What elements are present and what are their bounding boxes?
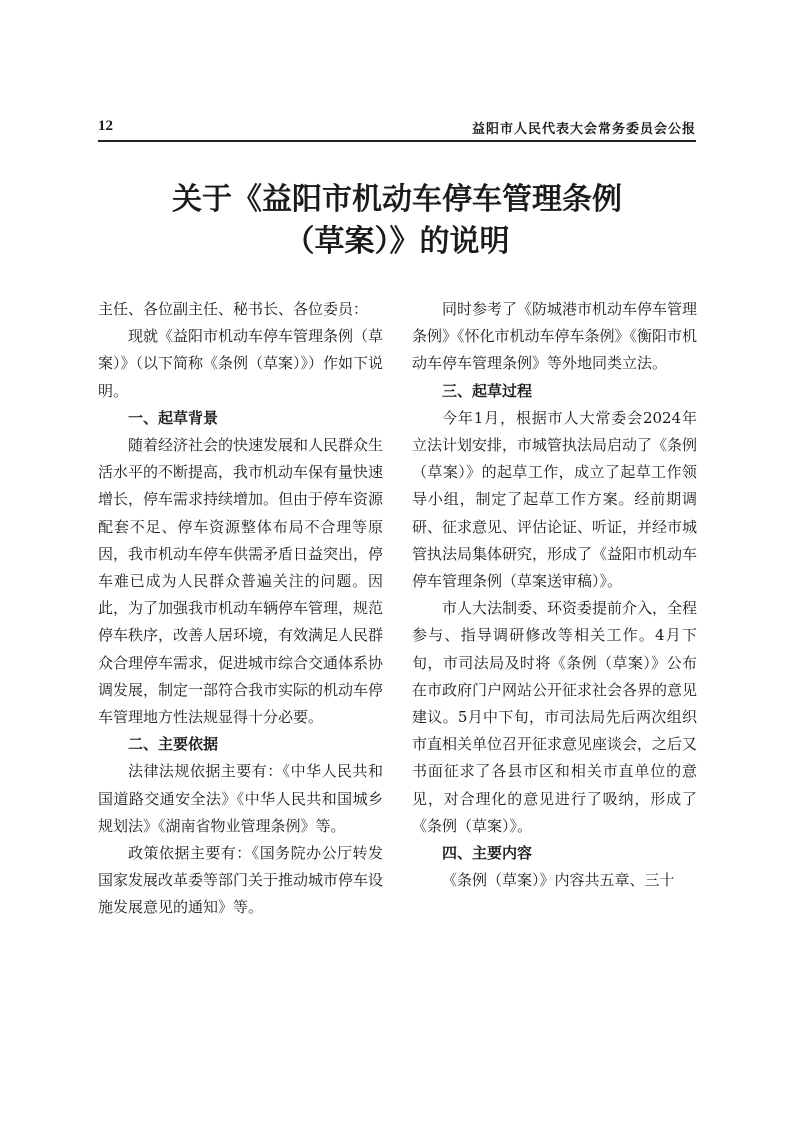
page-number: 12 [98,118,113,134]
process-paragraph-1: 今年1月，根据市人大常委会2024年立法计划安排，市城管执法局启动了《条例（草案）》的起草工作，成立了起草工作领导小组，制定了起草工作方案。经前期调研、征求意见、评估论证、听证，并经市城管执法局集体研究，形成了《益阳市机动车停车管理条例（草案送审稿）》。 [412,408,698,591]
salutation: 主任、各位副主任、秘书长、各位委员： [98,300,369,318]
section-heading-content: 四、主要内容 [442,844,533,863]
page-header [98,118,696,140]
header-rule [98,140,696,142]
content-paragraph: 《条例（草案）》内容共五章、三十 [442,871,675,890]
running-title: 益阳市人民代表大会常务委员会公报 [471,122,696,137]
background-paragraph: 随着经济社会的快速发展和人民群众生活水平的不断提高，我市机动车保有量快速增长，停车需求持续增加。但由于停车资源配套不足、停车资源整体布局不合理等原因，我市机动车停车供需矛盾日益突出，停车难已成为人民群众普遍关注的问题。因此，为了加强我市机动车辆停车管理，规范停车秩序，改善人居环境，有效满足人民群众合理停车需求，促进城市综合交通体系协调发展，制定一部符合我市实际的机动车停车管理地方性法规显得十分必要。 [98,436,384,727]
legal-basis-paragraph: 法律法规依据主要有：《中华人民共和国道路交通安全法》《中华人民共和国城乡规划法》《湖南省物业管理条例》等。 [98,762,383,835]
intro-paragraph: 现就《益阳市机动车停车管理条例（草案）》（以下简称《条例（草案）》）作如下说明。 [98,327,384,400]
document-title-line-2: （草案）》的说明 [284,224,510,259]
section-heading-process: 三、起草过程 [442,381,533,400]
section-heading-basis: 二、主要依据 [128,735,219,754]
section-heading-background: 一、起草背景 [128,408,219,427]
process-paragraph-2: 市人大法制委、环资委提前介入，全程参与、指导调研修改等相关工作。4月下旬，市司法局及时将《条例（草案）》公布在市政府门户网站公开征求社会各界的意见建议。5月中下旬，市司法局先后两次组织市直相关单位召开征求意见座谈会，之后又书面征求了各县市区和相关市直单位的意见，对合理化的意见进行了吸纳，形成了《条例（草案）》。 [412,599,698,835]
right-column [412,296,697,894]
reference-paragraph: 同时参考了《防城港市机动车停车管理条例》《怀化市机动车停车条例》《衡阳市机动车停车管理条例》等外地同类立法。 [412,300,698,373]
document-title-line-1: 关于《益阳市机动车停车管理条例 [172,182,622,217]
policy-basis-paragraph: 政策依据主要有：《国务院办公厅转发国家发展改革委等部门关于推动城市停车设施发展意见的通知》等。 [98,844,384,917]
left-column [98,296,383,922]
